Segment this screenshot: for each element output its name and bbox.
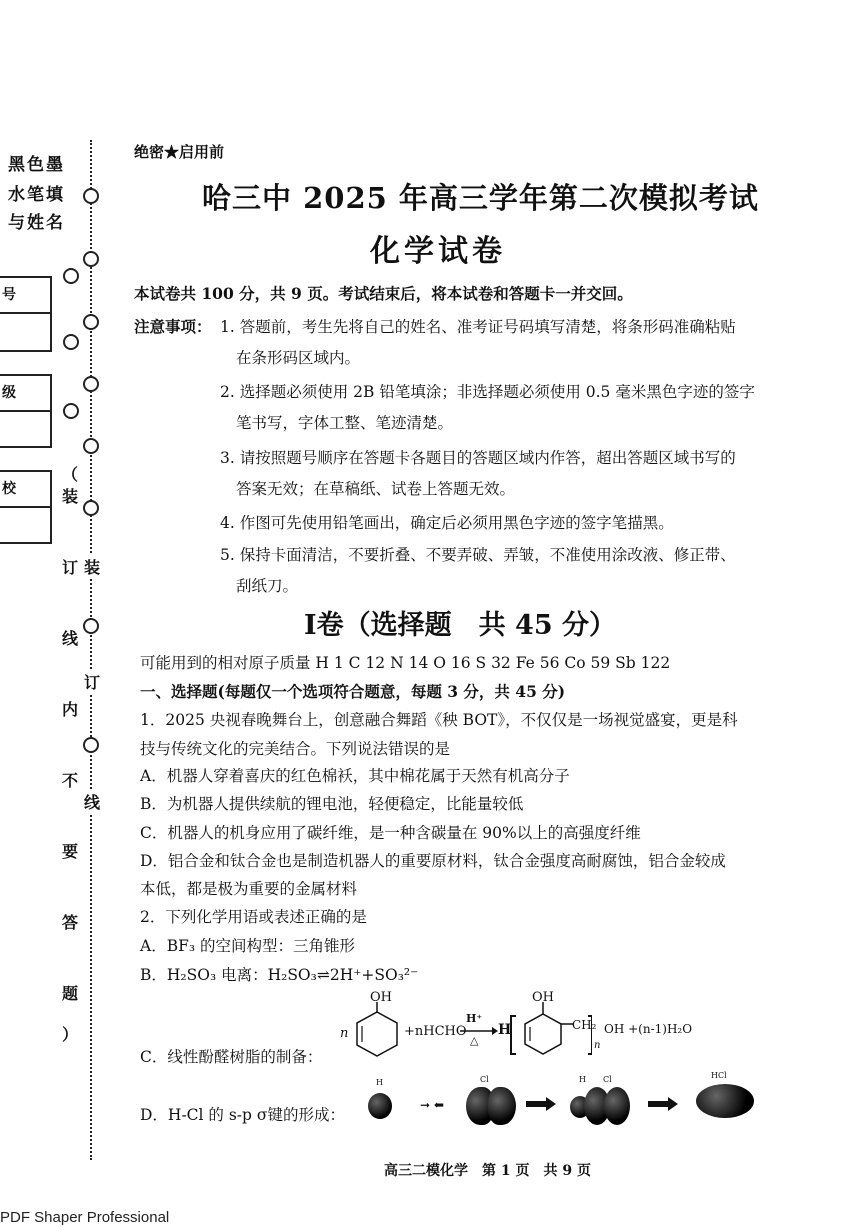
seal-char: 订 xyxy=(62,558,79,577)
exam-title: 哈三中 2025 年高三学年第二次模拟考试 xyxy=(202,181,759,215)
note-item-cont: 笔书写，字体工整、笔迹清楚。 xyxy=(236,414,454,432)
cl-label: Cl xyxy=(480,1075,489,1084)
seal-char: （ xyxy=(62,465,79,484)
note-item: 1. 答题前，考生先将自己的姓名、准考证号码填写清楚，将条形码准确粘贴 xyxy=(220,318,736,336)
binding-hole-icon xyxy=(63,268,79,284)
seal-char: 装 xyxy=(62,487,79,506)
cl-label: Cl xyxy=(603,1075,612,1084)
approach-arrows-icon: ➞ ⬅ xyxy=(420,1098,444,1112)
binding-hole-icon xyxy=(83,500,99,516)
seal-char: 不 xyxy=(62,771,79,790)
notes-label: 注意事项： xyxy=(134,317,212,336)
subscript-n-label: n xyxy=(594,1040,601,1051)
arrow-icon xyxy=(526,1097,556,1111)
option-d-cont: 本低，都是极为重要的金属材料 xyxy=(140,880,358,898)
seal-char: 答 xyxy=(62,913,79,932)
margin-label: 水笔填 xyxy=(8,185,65,205)
watermark: PDF Shaper Professional xyxy=(0,1209,170,1226)
option-a: A．机器人穿着喜庆的红色棉袄，其中棉花属于天然有机高分子 xyxy=(140,767,570,785)
id-number-box xyxy=(0,276,52,352)
margin-label: 与姓名 xyxy=(8,213,65,233)
inner-seal-char: 订 xyxy=(84,670,100,693)
margin-label: 黑色墨 xyxy=(8,155,65,175)
option-a: A．BF₃ 的空间构型：三角锥形 xyxy=(140,937,355,955)
school-box xyxy=(0,470,52,544)
binding-hole-icon xyxy=(83,188,99,204)
confidential-mark: 绝密★启用前 xyxy=(134,143,225,161)
page-footer: 高三二模化学 第 1 页 共 9 页 xyxy=(384,1163,591,1179)
binding-hole-icon xyxy=(83,438,99,454)
option-c: C．线性酚醛树脂的制备： xyxy=(140,1048,323,1066)
polymer-bracket-icon xyxy=(508,1002,592,1062)
section-title: I卷（选择题 共 45 分） xyxy=(304,610,617,641)
binding-hole-icon xyxy=(63,334,79,350)
formaldehyde-label: +nHCHO xyxy=(404,1024,467,1039)
question-stem: 2．下列化学用语或表述正确的是 xyxy=(140,908,367,926)
seal-char: 线 xyxy=(62,629,79,648)
benzene-ring-icon xyxy=(352,1002,402,1060)
binding-dotted-line xyxy=(90,140,92,1160)
p-orbital-lobe-icon xyxy=(604,1087,630,1125)
inner-seal-char: 装 xyxy=(84,555,100,578)
s-orbital-icon xyxy=(368,1093,392,1119)
binding-hole-icon xyxy=(83,376,99,392)
option-c: C．机器人的机身应用了碳纤维，是一种含碳量在 90%以上的高强度纤维 xyxy=(140,824,641,842)
subject-title: 化学试卷 xyxy=(370,234,506,269)
section-heading: 一、选择题(每题仅一个选项符合题意，每题 3 分，共 45 分) xyxy=(140,682,566,701)
binding-hole-icon xyxy=(83,737,99,753)
seal-char: 题 xyxy=(62,984,79,1003)
note-item: 5. 保持卡面清洁，不要折叠、不要弄破、弄皱，不准使用涂改液、修正带、 xyxy=(220,546,736,564)
note-item-cont: 答案无效；在草稿纸、试卷上答题无效。 xyxy=(236,480,516,498)
note-item-cont: 刮纸刀。 xyxy=(236,577,299,595)
heat-label: △ xyxy=(470,1034,479,1047)
box-mark: 号 xyxy=(2,287,16,303)
option-b: B．为机器人提供续航的锂电池，轻便稳定，比能量较低 xyxy=(140,795,524,813)
atomic-mass-line: 可能用到的相对原子质量 H 1 C 12 N 14 O 16 S 32 Fe 56 Co 59 Sb 122 xyxy=(140,654,671,672)
option-d: D．铝合金和钛合金也是制造机器人的重要原材料，钛合金强度高耐腐蚀，铝合金较成 xyxy=(140,852,726,870)
ch2-label: CH₂ xyxy=(572,1018,597,1032)
box-mark: 校 xyxy=(2,481,16,497)
sigma-bond-icon xyxy=(696,1084,754,1118)
binding-hole-icon xyxy=(63,403,79,419)
arrow-icon xyxy=(648,1097,678,1111)
question-stem: 技与传统文化的完美结合。下列说法错误的是 xyxy=(140,740,451,758)
option-b: B．H₂SO₃ 电离：H₂SO₃⇌2H⁺+SO₃²⁻ xyxy=(140,966,419,984)
option-d: D．H-Cl 的 s-p σ键的形成： xyxy=(140,1106,345,1124)
note-item: 4. 作图可先使用铅笔画出，确定后必须用黑色字迹的签字笔描黑。 xyxy=(220,514,674,532)
seal-char: 要 xyxy=(62,842,79,861)
catalyst-label: H⁺ xyxy=(466,1012,483,1025)
box-mark: 级 xyxy=(2,385,16,401)
reaction-arrow-icon xyxy=(460,1026,498,1036)
binding-hole-icon xyxy=(83,314,99,330)
seal-char: ） xyxy=(62,1025,79,1044)
note-item: 2. 选择题必须使用 2B 铅笔填涂；非选择题必须使用 0.5 毫米黑色字迹的签字 xyxy=(220,383,755,401)
oh-label: OH xyxy=(370,990,392,1005)
n-label: n xyxy=(340,1026,349,1041)
oh-label: OH xyxy=(532,990,554,1005)
intro-text: 本试卷共 100 分，共 9 页。考试结束后，将本试卷和答题卡一并交回。 xyxy=(134,284,633,303)
binding-hole-icon xyxy=(83,618,99,634)
h-label: H xyxy=(579,1075,586,1084)
seal-char: 内 xyxy=(62,700,79,719)
note-item-cont: 在条形码区域内。 xyxy=(236,349,361,367)
hcl-label: HCl xyxy=(711,1071,727,1080)
p-orbital-lobe-icon xyxy=(488,1087,516,1125)
note-item: 3. 请按照题号顺序在答题卡各题目的答题区域内作答，超出答题区域书写的 xyxy=(220,449,736,467)
product-tail-label: OH +(n-1)H₂O xyxy=(604,1022,693,1036)
end-group-label: H xyxy=(498,1022,512,1038)
binding-hole-icon xyxy=(83,251,99,267)
class-box xyxy=(0,374,52,448)
h-label: H xyxy=(376,1078,383,1087)
inner-seal-char: 线 xyxy=(84,790,100,813)
question-stem: 1．2025 央视春晚舞台上，创意融合舞蹈《秧 BOT》，不仅仅是一场视觉盛宴，更是科 xyxy=(140,711,738,729)
